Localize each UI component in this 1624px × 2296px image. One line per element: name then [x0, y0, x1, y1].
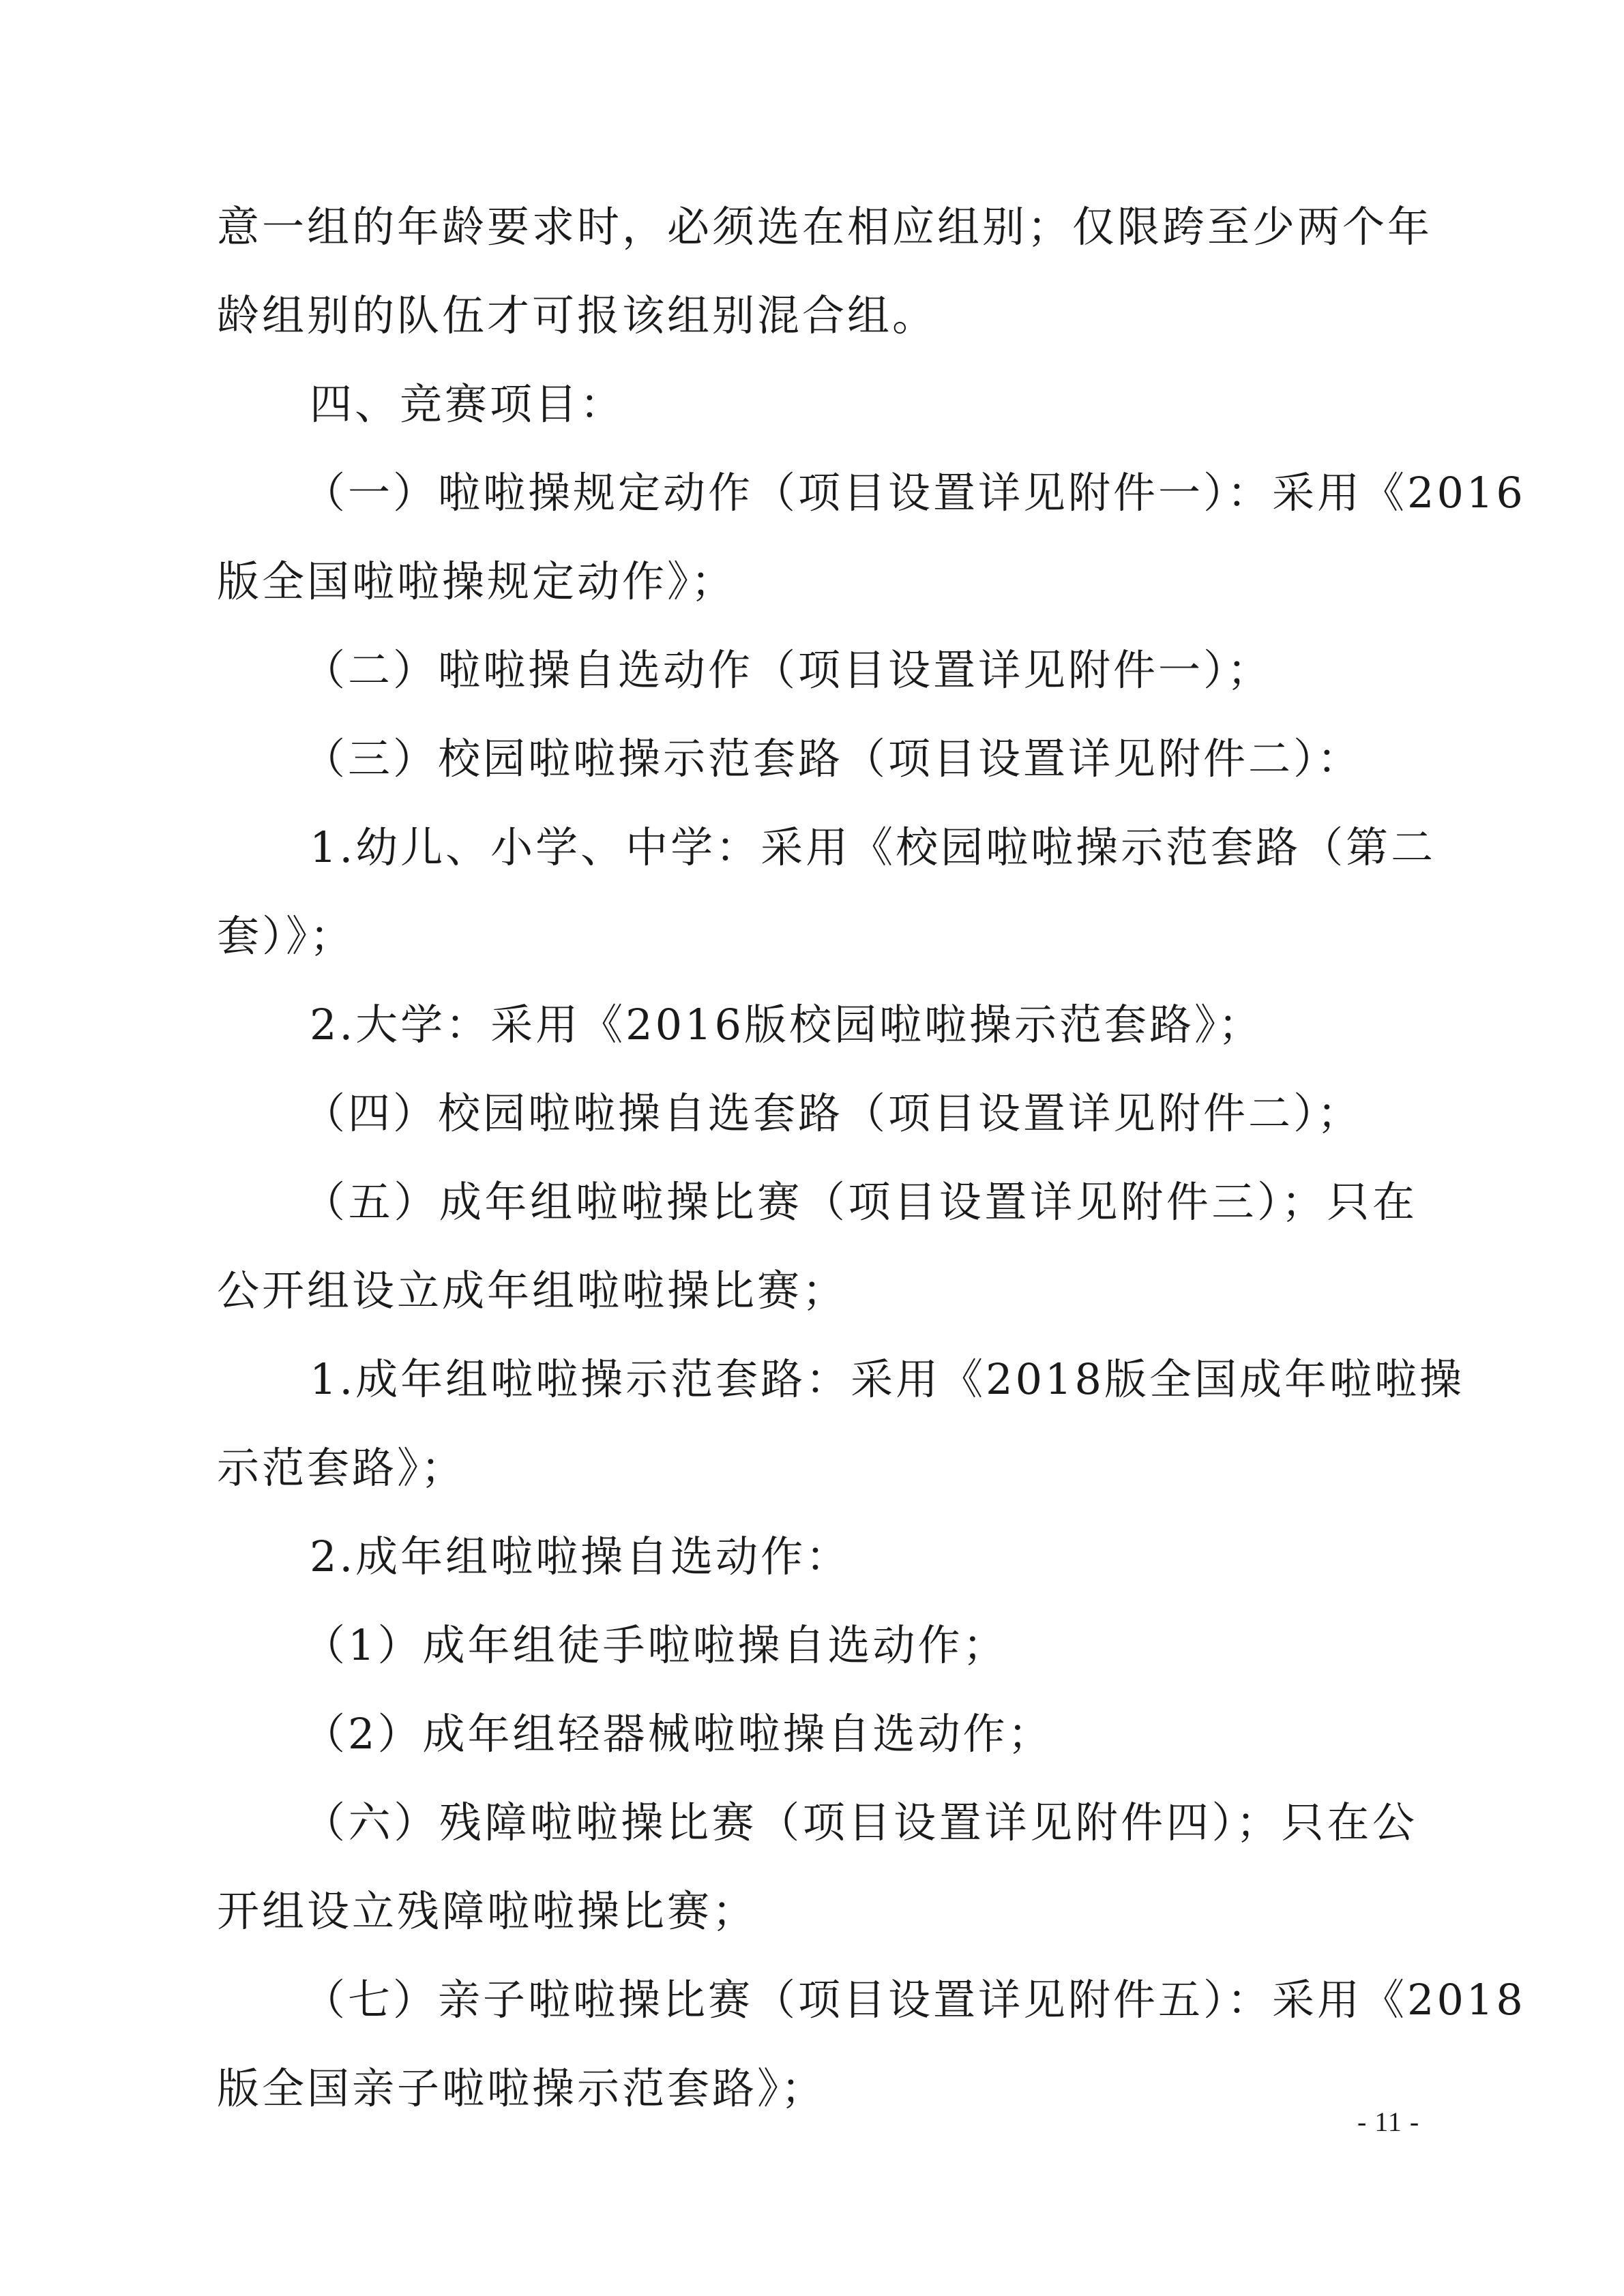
- paragraph-line: （三）校园啦啦操示范套路（项目设置详见附件二）：: [303, 734, 1363, 784]
- paragraph-line: 1.成年组啦啦操示范套路：采用《2018版全国成年啦啦操: [310, 1354, 1464, 1404]
- section-heading: 四、竞赛项目：: [310, 379, 625, 429]
- paragraph-line: 版全国亲子啦啦操示范套路》；: [217, 2063, 827, 2113]
- paragraph-line: 1.幼儿、小学、中学：采用《校园啦啦操示范套路（第二: [310, 822, 1436, 872]
- paragraph-line: 意一组的年龄要求时，必须选在相应组别；仅限跨至少两个年: [217, 202, 1433, 252]
- paragraph-line: 套）》；: [217, 911, 355, 961]
- paragraph-line: （2）成年组轻器械啦啦操自选动作；: [303, 1709, 1053, 1759]
- paragraph-line: 版全国啦啦操规定动作》；: [217, 556, 737, 606]
- paragraph-line: 2.大学：采用《2016版校园啦啦操示范套路》；: [310, 1000, 1263, 1049]
- paragraph-line: （1）成年组徒手啦啦操自选动作；: [303, 1620, 1008, 1670]
- paragraph-line: 公开组设立成年组啦啦操比赛；: [217, 1266, 848, 1315]
- paragraph-line: （一）啦啦操规定动作（项目设置详见附件一）：采用《2016: [303, 468, 1526, 518]
- paragraph-line: 开组设立残障啦啦操比赛；: [217, 1886, 758, 1936]
- paragraph-line: （六）残障啦啦操比赛（项目设置详见附件四）；只在公: [303, 1798, 1417, 1847]
- paragraph-line: （五）成年组啦啦操比赛（项目设置详见附件三）；只在: [303, 1177, 1417, 1227]
- paragraph-line: 2.成年组啦啦操自选动作：: [310, 1532, 851, 1581]
- document-body: [217, 183, 1526, 2133]
- paragraph-line: 示范套路》；: [217, 1443, 467, 1493]
- paragraph-line: （四）校园啦啦操自选套路（项目设置详见附件二）；: [303, 1088, 1363, 1138]
- paragraph-line: 龄组别的队伍才可报该组别混合组。: [217, 290, 938, 340]
- paragraph-line: （七）亲子啦啦操比赛（项目设置详见附件五）：采用《2018: [303, 1975, 1526, 2025]
- paragraph-line: （二）啦啦操自选动作（项目设置详见附件一）；: [303, 645, 1273, 695]
- page-number: - 11 -: [1357, 2106, 1420, 2137]
